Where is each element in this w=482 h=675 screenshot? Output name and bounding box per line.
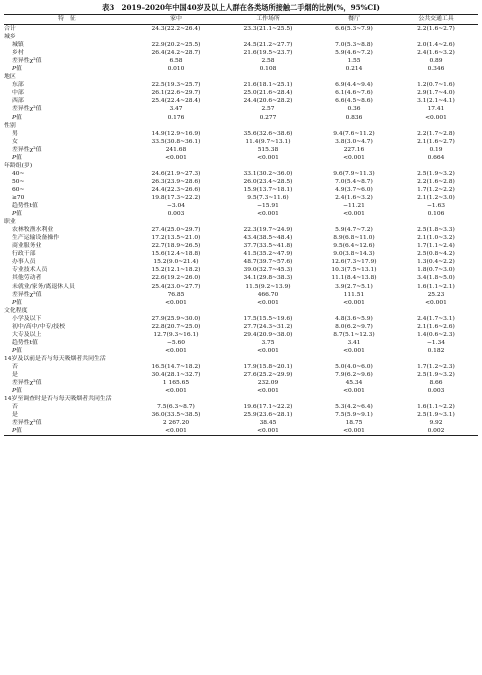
section-row	[4, 162, 478, 170]
table-cell: 15.2(12.1~18.2)	[151, 267, 201, 274]
table-cell: 19.8(17.3~22.2)	[151, 194, 201, 201]
table-cell: 27.4(25.0~29.7)	[151, 227, 201, 234]
table-cell: 21.6(18.1~25.1)	[243, 82, 293, 89]
row-label: 生产运输设备操作	[12, 235, 60, 242]
row-label: 差异性χ²值	[12, 58, 42, 65]
table-cell: 2.5(1.9~3.1)	[417, 412, 455, 419]
table-row	[4, 411, 478, 419]
table-body	[4, 25, 478, 436]
table-cell: 1.6(1.1~2.2)	[417, 404, 455, 411]
stat-row	[4, 291, 478, 299]
table-row	[4, 170, 478, 178]
table-cell: 2.58	[261, 58, 275, 65]
table-cell: 22.3(19.7~24.9)	[243, 227, 293, 234]
stat-row	[4, 419, 478, 427]
table-cell: 76.85	[167, 291, 185, 298]
table-cell: 2.1(1.0~3.2)	[417, 235, 455, 242]
stat-row	[4, 57, 478, 65]
table-cell: 2.5(1.9~3.2)	[417, 170, 455, 177]
table-cell: 9.0(3.8~14.3)	[333, 251, 375, 258]
table-cell: 6.9(4.4~9.4)	[335, 82, 373, 89]
table-cell: 33.1(30.2~36.0)	[243, 170, 293, 177]
row-label: P值	[12, 347, 22, 354]
table-cell: 241.68	[165, 146, 187, 153]
table-cell: 25.4(23.0~27.7)	[151, 283, 201, 290]
table-cell: 0.214	[345, 66, 363, 73]
table-cell: 1.7(1.1~2.4)	[417, 243, 455, 250]
table-cell: 1.6(1.1~2.1)	[417, 283, 455, 290]
table-cell: 0.664	[427, 154, 445, 161]
row-label: 乡村	[12, 50, 24, 57]
section-row	[4, 218, 478, 226]
data-table	[4, 14, 478, 436]
table-row	[4, 323, 478, 331]
table-cell: 3.47	[169, 106, 183, 113]
table-cell: 3.75	[261, 339, 275, 346]
row-label: 男	[12, 130, 18, 137]
table-cell: 2.5(1.9~3.2)	[417, 372, 455, 379]
table-cell: 2.0(1.4~2.6)	[417, 42, 455, 49]
table-row	[4, 130, 478, 138]
table-row	[4, 258, 478, 266]
table-cell: 30.4(28.1~32.7)	[151, 372, 201, 379]
row-label: ≥70	[12, 194, 25, 201]
stat-row	[4, 146, 478, 154]
table-cell: <0.001	[343, 388, 365, 395]
stat-row	[4, 105, 478, 113]
table-cell: 3.4(1.8~5.0)	[417, 275, 455, 282]
table-row	[4, 315, 478, 323]
table-cell: 22.5(19.3~25.7)	[151, 82, 201, 89]
stat-row	[4, 379, 478, 387]
table-cell: 1.7(1.2~2.3)	[417, 363, 455, 370]
table-cell: 35.6(32.6~38.6)	[243, 130, 293, 137]
section-row	[4, 122, 478, 130]
table-cell: 25.4(22.4~28.4)	[151, 98, 201, 105]
row-label: 行政干部	[12, 251, 36, 258]
table-cell: 19.6(17.1~22.2)	[243, 404, 293, 411]
table-cell: 4.8(3.6~5.9)	[335, 315, 373, 322]
table-row	[4, 138, 478, 146]
row-label: P值	[12, 66, 22, 73]
table-cell: 26.3(23.9~28.6)	[151, 178, 201, 185]
section-row	[4, 355, 478, 363]
stat-row	[4, 65, 478, 73]
table-cell: 6.1(4.6~7.6)	[335, 90, 373, 97]
table-cell: 2.2(1.6~2.8)	[417, 178, 455, 185]
table-cell: 3.8(3.0~4.7)	[335, 138, 373, 145]
table-row	[4, 403, 478, 411]
table-row	[4, 178, 478, 186]
row-label: 否	[12, 404, 18, 411]
table-cell: 9.5(7.3~11.6)	[247, 194, 289, 201]
table-cell: 1.7(1.2~2.2)	[417, 186, 455, 193]
row-label: 农林牧渔水利业	[12, 227, 54, 234]
table-cell: 22.8(20.7~25.0)	[151, 323, 201, 330]
stat-row	[4, 427, 478, 436]
row-label: 东部	[12, 82, 24, 89]
table-cell: 2.5(1.8~3.3)	[417, 227, 455, 234]
table-cell: 45.34	[345, 380, 363, 387]
table-cell: 5.9(4.6~7.2)	[335, 50, 373, 57]
table-cell: 111.51	[343, 291, 365, 298]
table-cell: 27.7(24.3~31.2)	[243, 323, 293, 330]
row-label: P值	[4, 427, 130, 436]
table-cell: 7.0(5.4~8.7)	[335, 178, 373, 185]
table-row	[4, 266, 478, 274]
row-label: P值	[12, 114, 22, 121]
table-cell: <0.001	[257, 388, 279, 395]
table-row	[4, 25, 478, 34]
table-cell: 17.41	[427, 106, 445, 113]
table-cell: 6.6(5.3~7.9)	[335, 26, 373, 32]
table-cell: 25.9(23.6~28.1)	[243, 412, 293, 419]
table-cell: 9.4(7.6~11.2)	[333, 130, 375, 137]
section-label: 性别	[4, 122, 16, 129]
table-row	[4, 97, 478, 105]
row-label: 大专及以上	[12, 331, 42, 338]
table-cell: <0.001	[343, 299, 365, 306]
row-label: 中部	[12, 90, 24, 97]
row-label: P值	[12, 299, 22, 306]
table-row	[4, 234, 478, 242]
row-label: 小学及以下	[12, 315, 42, 322]
row-label: 差异性χ²值	[12, 420, 42, 427]
section-label: 14岁至调查时是否与每天吸烟者共同生活	[4, 396, 112, 403]
table-cell: 15.2(9.0~21.4)	[153, 259, 199, 266]
section-row	[4, 307, 478, 315]
table-cell: 12.6(7.3~17.9)	[331, 259, 377, 266]
table-cell: 8.9(6.8~11.0)	[333, 235, 375, 242]
table-cell: 0.346	[427, 66, 445, 73]
table-row	[4, 250, 478, 258]
row-label: 50~	[12, 178, 25, 185]
table-row	[4, 41, 478, 49]
table-cell: 0.106	[427, 211, 445, 218]
table-cell: 0.003	[167, 211, 185, 218]
table-cell: 5.3(4.2~6.4)	[335, 404, 373, 411]
table-cell: 7.9(6.2~9.6)	[335, 372, 373, 379]
header-home: 家中	[130, 15, 222, 25]
table-cell: 4.9(3.7~6.0)	[335, 186, 373, 193]
table-cell: 14.9(12.9~16.9)	[151, 130, 201, 137]
table-row	[4, 371, 478, 379]
table-cell: 41.5(35.2~47.9)	[243, 251, 293, 258]
table-cell: −1.63	[426, 203, 446, 210]
row-label: 40~	[12, 170, 25, 177]
table-cell: 15.6(12.4~18.8)	[151, 251, 201, 258]
row-label: P值	[12, 154, 22, 161]
row-label: 未就业/家务/离退休人员	[12, 283, 75, 290]
table-cell: 2.9(1.7~4.0)	[417, 90, 455, 97]
table-cell: 43.4(38.5~48.4)	[243, 235, 293, 242]
table-cell: 3.41	[347, 339, 361, 346]
table-row	[4, 226, 478, 234]
section-row	[4, 395, 478, 403]
table-cell: 25.0(21.6~28.4)	[243, 90, 293, 97]
table-header-row	[4, 15, 478, 25]
table-cell: 9.92	[429, 420, 443, 427]
table-caption: 表3 2019–2020年中国40岁及以上人群在各类场所接触二手烟的比例(%，95%CI)	[102, 3, 380, 12]
table-cell: 11.1(8.4~13.8)	[331, 275, 377, 282]
table-cell: 3.9(2.7~5.1)	[335, 283, 373, 290]
table-cell: 15.9(13.7~18.1)	[243, 186, 293, 193]
table-cell: 2.2(1.7~2.8)	[417, 130, 455, 137]
table-cell: <0.001	[165, 347, 187, 354]
table-cell: <0.001	[343, 211, 365, 218]
table-cell: 1.55	[347, 58, 361, 65]
table-cell: 1.3(0.4~2.2)	[417, 259, 455, 266]
header-public-transport: 公共交通工具	[394, 15, 478, 25]
table-cell: 0.010	[167, 66, 185, 73]
table-cell: 1.4(0.6~2.3)	[417, 331, 455, 338]
header-characteristic: 特 征	[4, 15, 130, 25]
row-label: 是	[12, 412, 18, 419]
table-cell: <0.001	[130, 427, 222, 436]
row-label: P值	[12, 388, 22, 395]
table-cell: <0.001	[343, 154, 365, 161]
table-row	[4, 49, 478, 57]
table-row	[4, 186, 478, 194]
table-cell: 6.6(4.5~8.6)	[335, 98, 373, 105]
table-cell: <0.001	[257, 154, 279, 161]
table-cell: 27.6(25.2~29.9)	[243, 372, 293, 379]
table-cell: <0.001	[343, 347, 365, 354]
table-cell: 2.57	[261, 106, 275, 113]
table-cell: 22.6(19.2~26.0)	[151, 275, 201, 282]
table-cell: 0.108	[259, 66, 277, 73]
stat-row	[4, 154, 478, 162]
stat-row	[4, 202, 478, 210]
table-cell: 2.2(1.6~2.7)	[417, 26, 455, 32]
table-cell: 17.2(13.5~21.0)	[151, 235, 201, 242]
table-cell: 0.182	[427, 347, 445, 354]
row-label: 趋势性t值	[12, 339, 38, 346]
table-cell: <0.001	[257, 347, 279, 354]
section-label: 14岁及以前是否与每天吸烟者共同生活	[4, 355, 106, 362]
table-cell: 2.5(0.8~4.2)	[417, 251, 455, 258]
table-cell: −15.91	[257, 203, 279, 210]
table-cell: 26.0(23.4~28.5)	[243, 178, 293, 185]
table-cell: 24.4(22.3~26.6)	[151, 186, 201, 193]
stat-row	[4, 299, 478, 307]
table-cell: 227.16	[343, 146, 365, 153]
row-label: 差异性χ²值	[12, 106, 42, 113]
row-label: 专业技术人员	[12, 267, 48, 274]
row-label: 差异性χ²值	[12, 380, 42, 387]
table-cell: <0.001	[222, 427, 314, 436]
table-cell: 7.0(5.3~8.8)	[335, 42, 373, 49]
table-cell: 24.4(20.6~28.2)	[243, 98, 293, 105]
stat-row	[4, 387, 478, 395]
row-label: 趋势性t值	[12, 203, 38, 210]
table-cell: 8.7(5.1~12.3)	[333, 331, 375, 338]
table-cell: 0.277	[259, 114, 277, 121]
table-cell: 0.002	[394, 427, 478, 436]
section-label: 地区	[4, 74, 16, 81]
table-row	[4, 331, 478, 339]
table-row	[4, 81, 478, 89]
section-row	[4, 73, 478, 81]
table-cell: 8.66	[429, 380, 443, 387]
table-cell: 8.0(6.2~9.7)	[335, 323, 373, 330]
table-cell: 12.7(9.3~16.1)	[153, 331, 199, 338]
table-cell: 7.5(5.9~9.1)	[335, 412, 373, 419]
row-label: 女	[12, 138, 18, 145]
table-cell: 33.5(30.8~36.1)	[151, 138, 201, 145]
row-label: 西部	[12, 98, 24, 105]
table-cell: 34.1(29.8~38.3)	[243, 275, 293, 282]
table-row	[4, 363, 478, 371]
table-cell: 0.176	[167, 114, 185, 121]
table-row	[4, 242, 478, 250]
row-label: 办事人员	[12, 259, 36, 266]
table-cell: 26.1(22.6~29.7)	[151, 90, 201, 97]
table-cell: 5.9(4.7~7.2)	[335, 227, 373, 234]
table-cell: <0.001	[257, 299, 279, 306]
header-restaurant: 餐厅	[314, 15, 394, 25]
table-cell: <0.001	[165, 299, 187, 306]
table-cell: 2 267.20	[162, 420, 190, 427]
table-cell: 5.0(4.0~6.0)	[335, 363, 373, 370]
table-row	[4, 89, 478, 97]
row-label: 60~	[12, 186, 25, 193]
row-label: 初中/高中/中专/技校	[12, 323, 66, 330]
table-row	[4, 194, 478, 202]
table-cell: 36.0(33.5~38.5)	[151, 412, 201, 419]
table-cell: 39.0(32.7~45.3)	[243, 267, 293, 274]
table-cell: 0.836	[345, 114, 363, 121]
table-cell: 515.38	[257, 146, 279, 153]
table-cell: 0.89	[429, 58, 443, 65]
table-cell: 1.8(0.7~3.0)	[417, 267, 455, 274]
section-row	[4, 33, 478, 41]
table-cell: <0.001	[425, 114, 447, 121]
table-cell: −1.34	[426, 339, 446, 346]
table-cell: 18.75	[345, 420, 363, 427]
row-label: 合计	[4, 26, 16, 32]
table-cell: <0.001	[165, 154, 187, 161]
table-cell: 232.09	[257, 380, 279, 387]
row-label: 否	[12, 363, 18, 370]
table-cell: 7.5(6.3~8.7)	[157, 404, 195, 411]
table-cell: 1 165.65	[162, 380, 190, 387]
table-cell: 48.7(39.7~57.6)	[243, 259, 293, 266]
table-cell: 2.4(1.6~3.2)	[335, 194, 373, 201]
table-cell: 38.45	[259, 420, 277, 427]
table-cell: 2.4(1.7~3.1)	[417, 315, 455, 322]
section-label: 年龄组(岁)	[4, 162, 33, 169]
table-cell: 22.9(20.2~25.5)	[151, 42, 201, 49]
table-cell: 0.19	[429, 146, 443, 153]
table-cell: 16.5(14.7~18.2)	[151, 363, 201, 370]
table-cell: 0.36	[347, 106, 361, 113]
table-cell: 466.70	[257, 291, 279, 298]
table-cell: 11.4(9.7~13.1)	[245, 138, 291, 145]
stat-row	[4, 210, 478, 218]
table-cell: 2.1(1.2~3.0)	[417, 194, 455, 201]
table-cell: 37.7(33.5~41.8)	[243, 243, 293, 250]
row-label: 商业服务业	[12, 243, 42, 250]
stat-row	[4, 339, 478, 347]
table-cell: 2.1(1.6~2.7)	[417, 138, 455, 145]
row-label: 差异性χ²值	[12, 291, 42, 298]
table-cell: <0.001	[165, 388, 187, 395]
table-cell: 24.6(21.9~27.3)	[151, 170, 201, 177]
table-cell: 26.4(24.2~28.7)	[151, 50, 201, 57]
row-label: 城镇	[12, 42, 24, 49]
table-cell: 3.1(2.1~4.1)	[417, 98, 455, 105]
table-cell: 11.5(9.2~13.9)	[245, 283, 291, 290]
table-cell: 24.3(22.2~26.4)	[151, 26, 201, 32]
table-cell: −5.60	[166, 339, 186, 346]
table-cell: 24.5(21.2~27.7)	[243, 42, 293, 49]
table-row	[4, 274, 478, 282]
header-workplace: 工作场所	[222, 15, 314, 25]
section-label: 职业	[4, 219, 16, 226]
table-cell: 25.23	[427, 291, 445, 298]
row-label: 差异性χ²值	[12, 146, 42, 153]
stat-row	[4, 114, 478, 122]
row-label: 是	[12, 372, 18, 379]
table-cell: <0.001	[425, 299, 447, 306]
table-cell: 21.6(19.5~23.7)	[243, 50, 293, 57]
table-cell: 0.003	[427, 388, 445, 395]
table-cell: 9.6(7.9~11.3)	[333, 170, 375, 177]
section-label: 文化程度	[4, 307, 28, 314]
row-label: 其他劳动者	[12, 275, 42, 282]
table-cell: 6.58	[169, 58, 183, 65]
table-cell: 17.9(15.8~20.1)	[243, 363, 293, 370]
table-cell: −3.04	[166, 203, 186, 210]
table-cell: 10.3(7.5~13.1)	[331, 267, 377, 274]
table-cell: 9.5(6.4~12.6)	[333, 243, 375, 250]
stat-row	[4, 347, 478, 355]
table-cell: 2.4(1.6~3.2)	[417, 50, 455, 57]
table-cell: −11.21	[343, 203, 365, 210]
table-row	[4, 283, 478, 291]
table-cell: 29.4(20.9~38.0)	[243, 331, 293, 338]
table-cell: <0.001	[257, 211, 279, 218]
row-label: P值	[12, 211, 22, 218]
table-cell: <0.001	[314, 427, 394, 436]
section-label: 城乡	[4, 34, 16, 41]
table-cell: 1.2(0.7~1.6)	[417, 82, 455, 89]
table-cell: 22.7(18.9~26.5)	[151, 243, 201, 250]
table-cell: 27.9(25.9~30.0)	[151, 315, 201, 322]
table-cell: 17.5(15.5~19.6)	[243, 315, 293, 322]
table-cell: 2.1(1.6~2.6)	[417, 323, 455, 330]
table-cell: 23.3(21.1~25.5)	[243, 26, 293, 32]
